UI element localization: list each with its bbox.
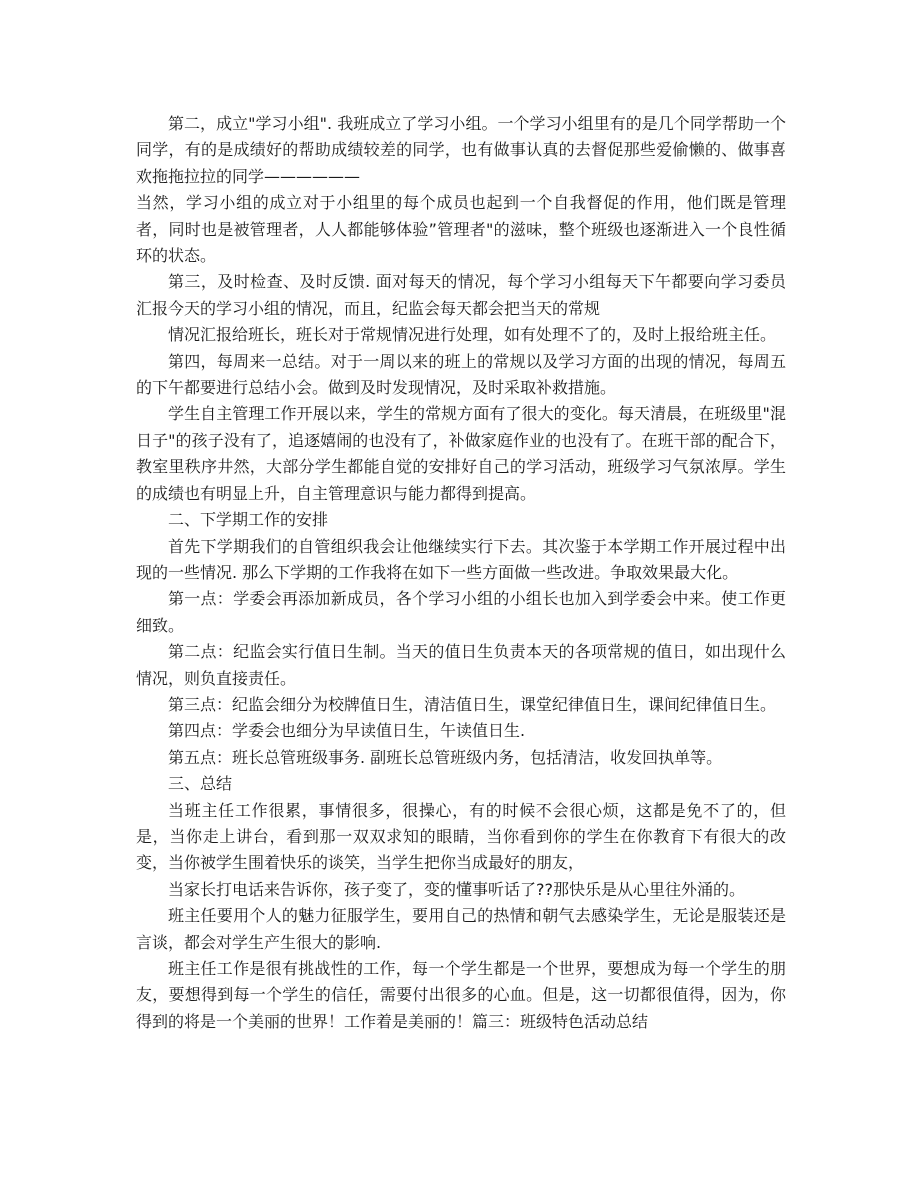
paragraph: 第二，成立"学习小组". 我班成立了学习小组。一个学习小组里有的是几个同学帮助一个同学，有的是成绩好的帮助成绩较差的同学，也有做事认真的去督促那些爱偷懒的、做事喜欢拖拖拉拉的同学—————— [136,114,786,186]
paragraph: 当家长打电话来告诉你，孩子变了，变的懂事听话了??那快乐是从心里往外涌的。 [168,879,745,899]
list-item: 第一点：学委会再添加新成员，各个学习小组的小组长也加入到学委会中来。使工作更细致。 [136,589,786,635]
paragraph: 第四，每周来一总结。对于一周以来的班上的常规以及学习方面的出现的情况，每周五的下午都要进行总结小会。做到及时发现情况，及时采取补救措施。 [136,351,786,398]
paragraph: 班主任要用个人的魅力征服学生，要用自己的热情和朝气去感染学生，无论是服装还是言谈，都会对学生产生很大的影响. [136,906,786,952]
paragraph: 当然，学习小组的成立对于小组里的每个成员也起到一个自我督促的作用，他们既是管理者，同时也是被管理者，人人都能够体验”管理者"的滋味，整个班级也逐渐进入一个良性循环的状态。 [136,193,786,266]
paragraph: 当班主任工作很累，事情很多，很操心，有的时候不会很心烦，这都是免不了的，但是，当你走上讲台，看到那一双双求知的眼睛，当你看到你的学生在你教育下有很大的改变，当你被学生围着快乐的谈笑，当学生把你当成最好的朋友， [136,800,786,873]
list-item: 第四点：学委会也细分为早读值日生，午读值日生. [168,721,526,741]
paragraph: 班主任工作是很有挑战性的工作，每一个学生都是一个世界，要想成为每一个学生的朋友，要想得到每一个学生的信任，需要付出很多的心血。但是，这一切都很值得，因为，你得到的将是一个美丽的世界！工作着是美丽的！篇三：班级特色活动总结 [136,959,786,1031]
list-item: 第三点：纪监会细分为校牌值日生，清洁值日生，课堂纪律值日生，课间纪律值日生。 [168,694,777,714]
document-body [136,111,786,1035]
paragraph: 情况汇报给班长，班长对于常规情况进行处理，如有处理不了的，及时上报给班主任。 [168,325,777,345]
paragraph: 学生自主管理工作开展以来，学生的常规方面有了很大的变化。每天清晨，在班级里"混日子"的孩子没有了，追逐嬉闹的也没有了，补做家庭作业的也没有了。在班干部的配合下，教室里秩序井然，大部分学生都能自觉的安排好自己的学习活动，班级学习气氛浓厚。学生的成绩也有明显上升，自主管理意识与能力都得到提高。 [136,404,786,503]
paragraph: 第三，及时检查、及时反馈. 面对每天的情况，每个学习小组每天下午都要向学习委员汇报今天的学习小组的情况，而且，纪监会每天都会把当天的常规 [136,272,786,318]
section-heading: 三、总结 [168,774,233,794]
paragraph: 首先下学期我们的自管组织我会让他继续实行下去。其次鉴于本学期工作开展过程中出现的一些情况. 那么下学期的工作我将在如下一些方面做一些改进。争取效果最大化。 [136,536,786,582]
section-heading: 二、下学期工作的安排 [168,510,329,530]
list-item: 第五点：班长总管班级事务. 副班长总管班级内务，包括清洁，收发回执单等。 [168,747,723,767]
list-item: 第二点：纪监会实行值日生制。当天的值日生负责本天的各项常规的值日，如出现什么情况，则负直接责任。 [136,642,786,688]
